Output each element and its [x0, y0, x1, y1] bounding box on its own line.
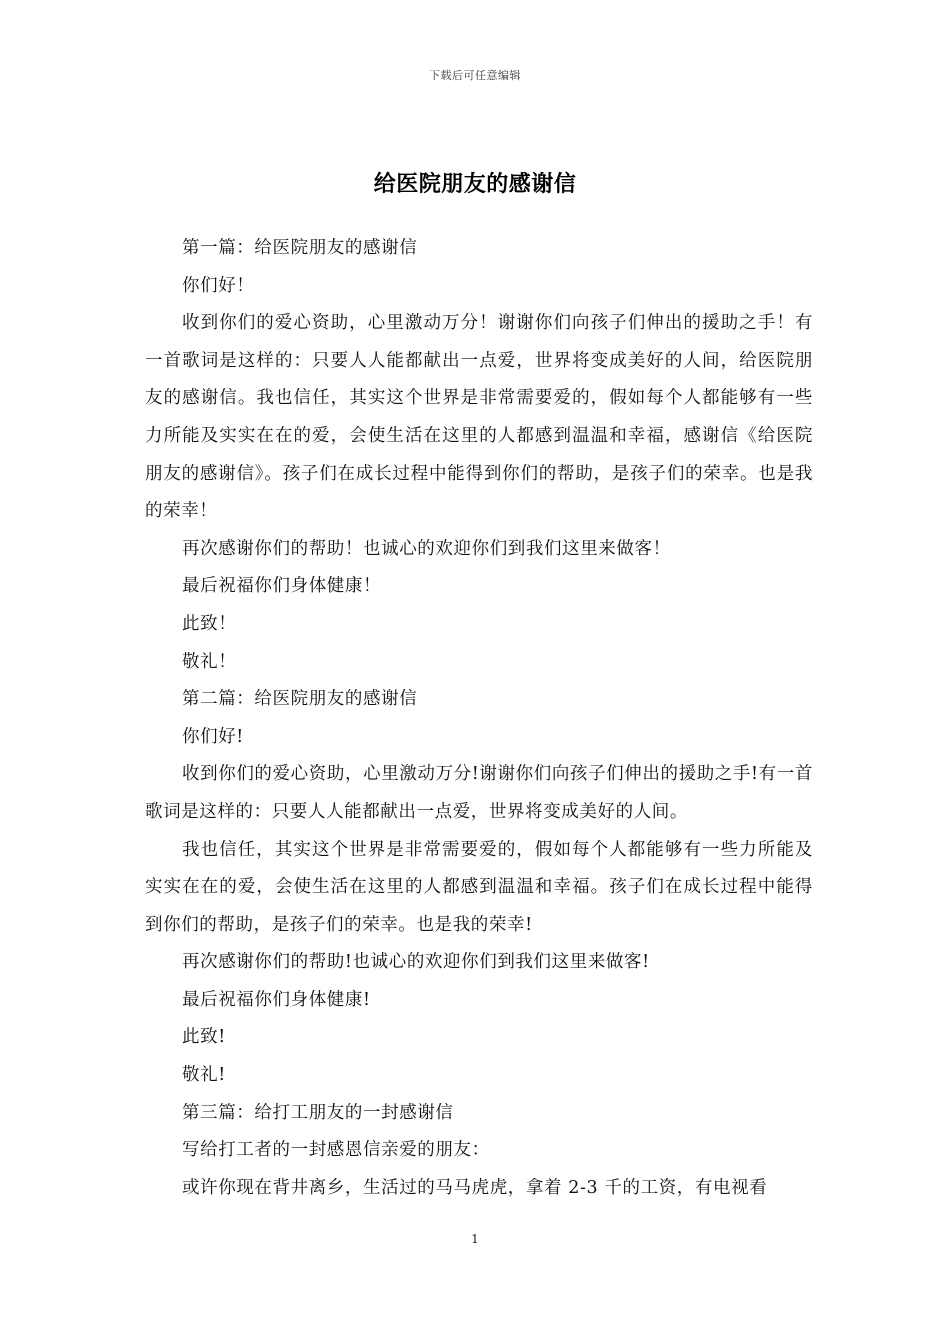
body-paragraph: 收到你们的爱心资助，心里激动万分！谢谢你们向孩子们伸出的援助之手！有一首歌词是这样的：只要人人能都献出一点爱，世界将变成美好的人间，给医院朋友的感谢信。我也信任，其实这个世界是非常需要爱的，假如每个人都能够有一些力所能及实实在在的爱，会使生活在这里的人都感到温温和幸福，感谢信《给医院朋友的感谢信》。孩子们在成长过程中能得到你们的帮助，是孩子们的荣幸。也是我的荣幸！: [145, 313, 813, 522]
body-paragraph: 再次感谢你们的帮助！也诚心的欢迎你们到我们这里来做客！: [182, 538, 671, 559]
body-paragraph: 收到你们的爱心资助，心里激动万分!谢谢你们向孩子们伸出的援助之手!有一首歌词是这样的：只要人人能都献出一点爱，世界将变成美好的人间。: [145, 764, 813, 822]
body-paragraph: 再次感谢你们的帮助!也诚心的欢迎你们到我们这里来做客!: [182, 952, 650, 973]
page-number: 1: [471, 1232, 479, 1246]
body-paragraph: 最后祝福你们身体健康!: [182, 989, 371, 1010]
document-title: 给医院朋友的感谢信: [373, 170, 577, 197]
document-body: [145, 230, 813, 1207]
closing-line: 敬礼！: [182, 651, 237, 672]
body-paragraph: 写给打工者的一封感恩信亲爱的朋友：: [182, 1140, 490, 1161]
body-paragraph: 或许你现在背井离乡，生活过的马马虎虎，拿着 2-3 千的工资，有电视看: [182, 1177, 768, 1198]
greeting: 你们好！: [182, 275, 255, 296]
section-heading-1: 第一篇：给医院朋友的感谢信: [182, 238, 418, 258]
closing-line: 此致!: [182, 1027, 226, 1048]
body-paragraph: 我也信任，其实这个世界是非常需要爱的，假如每个人都能够有一些力所能及实实在在的爱，会使生活在这里的人都感到温温和幸福。孩子们在成长过程中能得到你们的帮助，是孩子们的荣幸。也是我的荣幸!: [145, 839, 813, 935]
greeting: 你们好!: [182, 726, 244, 747]
body-paragraph: 最后祝福你们身体健康！: [182, 576, 382, 597]
section-heading-3: 第三篇：给打工朋友的一封感谢信: [182, 1102, 454, 1123]
section-heading-2: 第二篇：给医院朋友的感谢信: [182, 689, 418, 710]
closing-line: 敬礼!: [182, 1065, 226, 1086]
closing-line: 此致！: [182, 613, 237, 634]
page-header-note: 下载后可任意编辑: [429, 69, 521, 82]
